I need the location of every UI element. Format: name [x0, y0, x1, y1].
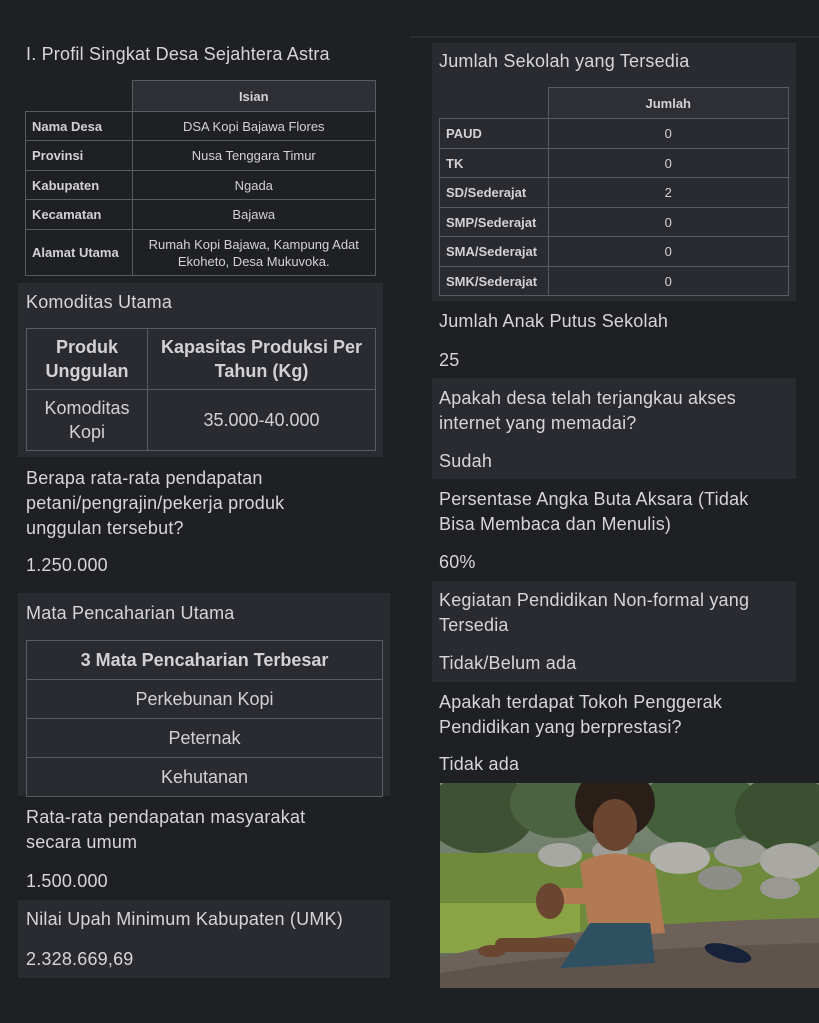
- answer-pendapatan: 1.250.000: [26, 555, 108, 575]
- sekolah-key: TK: [440, 149, 549, 178]
- mata-pencaharian-table: [26, 640, 383, 797]
- komoditas-produk: Komoditas Kopi: [27, 390, 148, 451]
- answer-tokoh: Tidak ada: [439, 754, 520, 774]
- answer-rata-pendapatan: 1.500.000: [26, 871, 108, 891]
- profile-table-header: Isian: [132, 81, 376, 112]
- mata-pencaharian-item: Perkebunan Kopi: [27, 680, 383, 719]
- komoditas-kapasitas: 35.000-40.000: [148, 390, 376, 451]
- sekolah-key: SMK/Sederajat: [440, 267, 549, 296]
- profile-key: Kecamatan: [26, 200, 133, 230]
- sekolah-key: PAUD: [440, 119, 549, 149]
- answer-buta-aksara: 60%: [439, 552, 476, 572]
- question-rata-pendapatan: Rata-rata pendapatan masyarakat secara umum: [26, 807, 306, 852]
- mata-pencaharian-title: Mata Pencaharian Utama: [26, 603, 235, 623]
- sekolah-table: [439, 87, 789, 296]
- sekolah-key: SMA/Sederajat: [440, 237, 549, 267]
- question-internet: Apakah desa telah terjangkau akses internet yang memadai?: [439, 388, 736, 433]
- profile-table: [25, 80, 376, 276]
- sekolah-value: 0: [548, 237, 789, 267]
- sekolah-value: 0: [548, 119, 789, 149]
- sekolah-key: SMP/Sederajat: [440, 208, 549, 237]
- profile-key: Nama Desa: [26, 112, 133, 141]
- mata-pencaharian-header: 3 Mata Pencaharian Terbesar: [27, 641, 383, 680]
- child-sitting-photo: [440, 783, 819, 988]
- section-title: I. Profil Singkat Desa Sejahtera Astra: [26, 44, 330, 64]
- sekolah-value: 2: [548, 178, 789, 208]
- question-putus-sekolah: Jumlah Anak Putus Sekolah: [439, 311, 669, 331]
- umk-title: Nilai Upah Minimum Kabupaten (UMK): [26, 909, 343, 929]
- profile-value: Bajawa: [132, 200, 376, 230]
- sekolah-value: 0: [548, 149, 789, 178]
- question-tokoh: Apakah terdapat Tokoh Penggerak Pendidikan yang berprestasi?: [439, 692, 723, 737]
- profile-value: Ngada: [132, 171, 376, 200]
- mata-pencaharian-item: Peternak: [27, 719, 383, 758]
- sekolah-key: SD/Sederajat: [440, 178, 549, 208]
- answer-nonformal: Tidak/Belum ada: [439, 653, 577, 673]
- profile-key: Kabupaten: [26, 171, 133, 200]
- answer-internet: Sudah: [439, 451, 493, 471]
- answer-putus-sekolah: 25: [439, 350, 460, 370]
- profile-key: Alamat Utama: [26, 230, 133, 276]
- sekolah-value: 0: [548, 208, 789, 237]
- profile-key: Provinsi: [26, 141, 133, 171]
- komoditas-table: [26, 328, 376, 451]
- komoditas-header-kapasitas: Kapasitas Produksi Per Tahun (Kg): [148, 329, 376, 390]
- profile-value: Rumah Kopi Bajawa, Kampung Adat Ekoheto, Desa Mukuvoka.: [132, 230, 376, 276]
- sekolah-value: 0: [548, 267, 789, 296]
- sekolah-table-header: Jumlah: [548, 88, 789, 119]
- komoditas-header-produk: Produk Unggulan: [27, 329, 148, 390]
- profile-value: Nusa Tenggara Timur: [132, 141, 376, 171]
- umk-value: 2.328.669,69: [26, 949, 134, 969]
- top-divider: [410, 36, 819, 38]
- profile-value: DSA Kopi Bajawa Flores: [132, 112, 376, 141]
- mata-pencaharian-item: Kehutanan: [27, 758, 383, 797]
- komoditas-title: Komoditas Utama: [26, 292, 173, 312]
- sekolah-title: Jumlah Sekolah yang Tersedia: [439, 51, 690, 71]
- question-pendapatan: Berapa rata-rata pendapatan petani/pengrajin/pekerja produk unggulan tersebut?: [26, 468, 285, 538]
- question-nonformal: Kegiatan Pendidikan Non-formal yang Tersedia: [439, 590, 750, 635]
- question-buta-aksara: Persentase Angka Buta Aksara (Tidak Bisa Membaca dan Menulis): [439, 489, 749, 534]
